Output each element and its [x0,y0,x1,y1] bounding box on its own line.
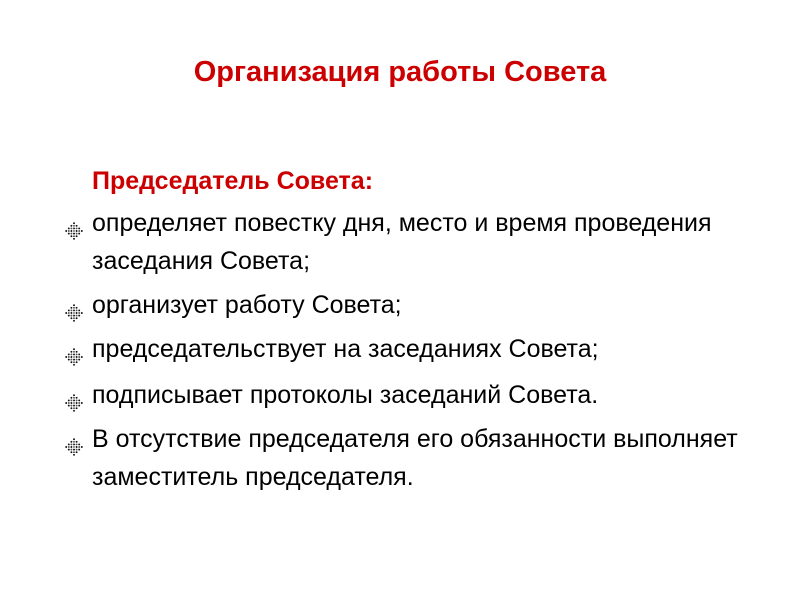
bullet-text: В отсутствие председателя его обязанности выполняет заместитель председателя. [92,425,738,491]
slide-title: Организация работы Совета [193,56,607,88]
list-item [64,286,764,324]
list-item [64,420,764,496]
diamond-dots-icon [64,340,84,360]
bullet-list [64,204,764,502]
bullet-text: председательствует на заседаниях Совета; [92,335,599,363]
bullet-text: подписывает протоколы заседаний Совета. [92,381,599,409]
list-item [64,330,764,368]
diamond-dots-icon [64,386,84,406]
bullet-text: организует работу Совета; [92,291,402,319]
diamond-dots-icon [64,214,84,234]
list-item [64,376,764,414]
slide-subtitle: Председатель Совета: [92,167,374,195]
list-item [64,204,764,280]
bullet-text: определяет повестку дня, место и время проведения заседания Совета; [92,209,712,275]
diamond-dots-icon [64,430,84,450]
diamond-dots-icon [64,296,84,316]
